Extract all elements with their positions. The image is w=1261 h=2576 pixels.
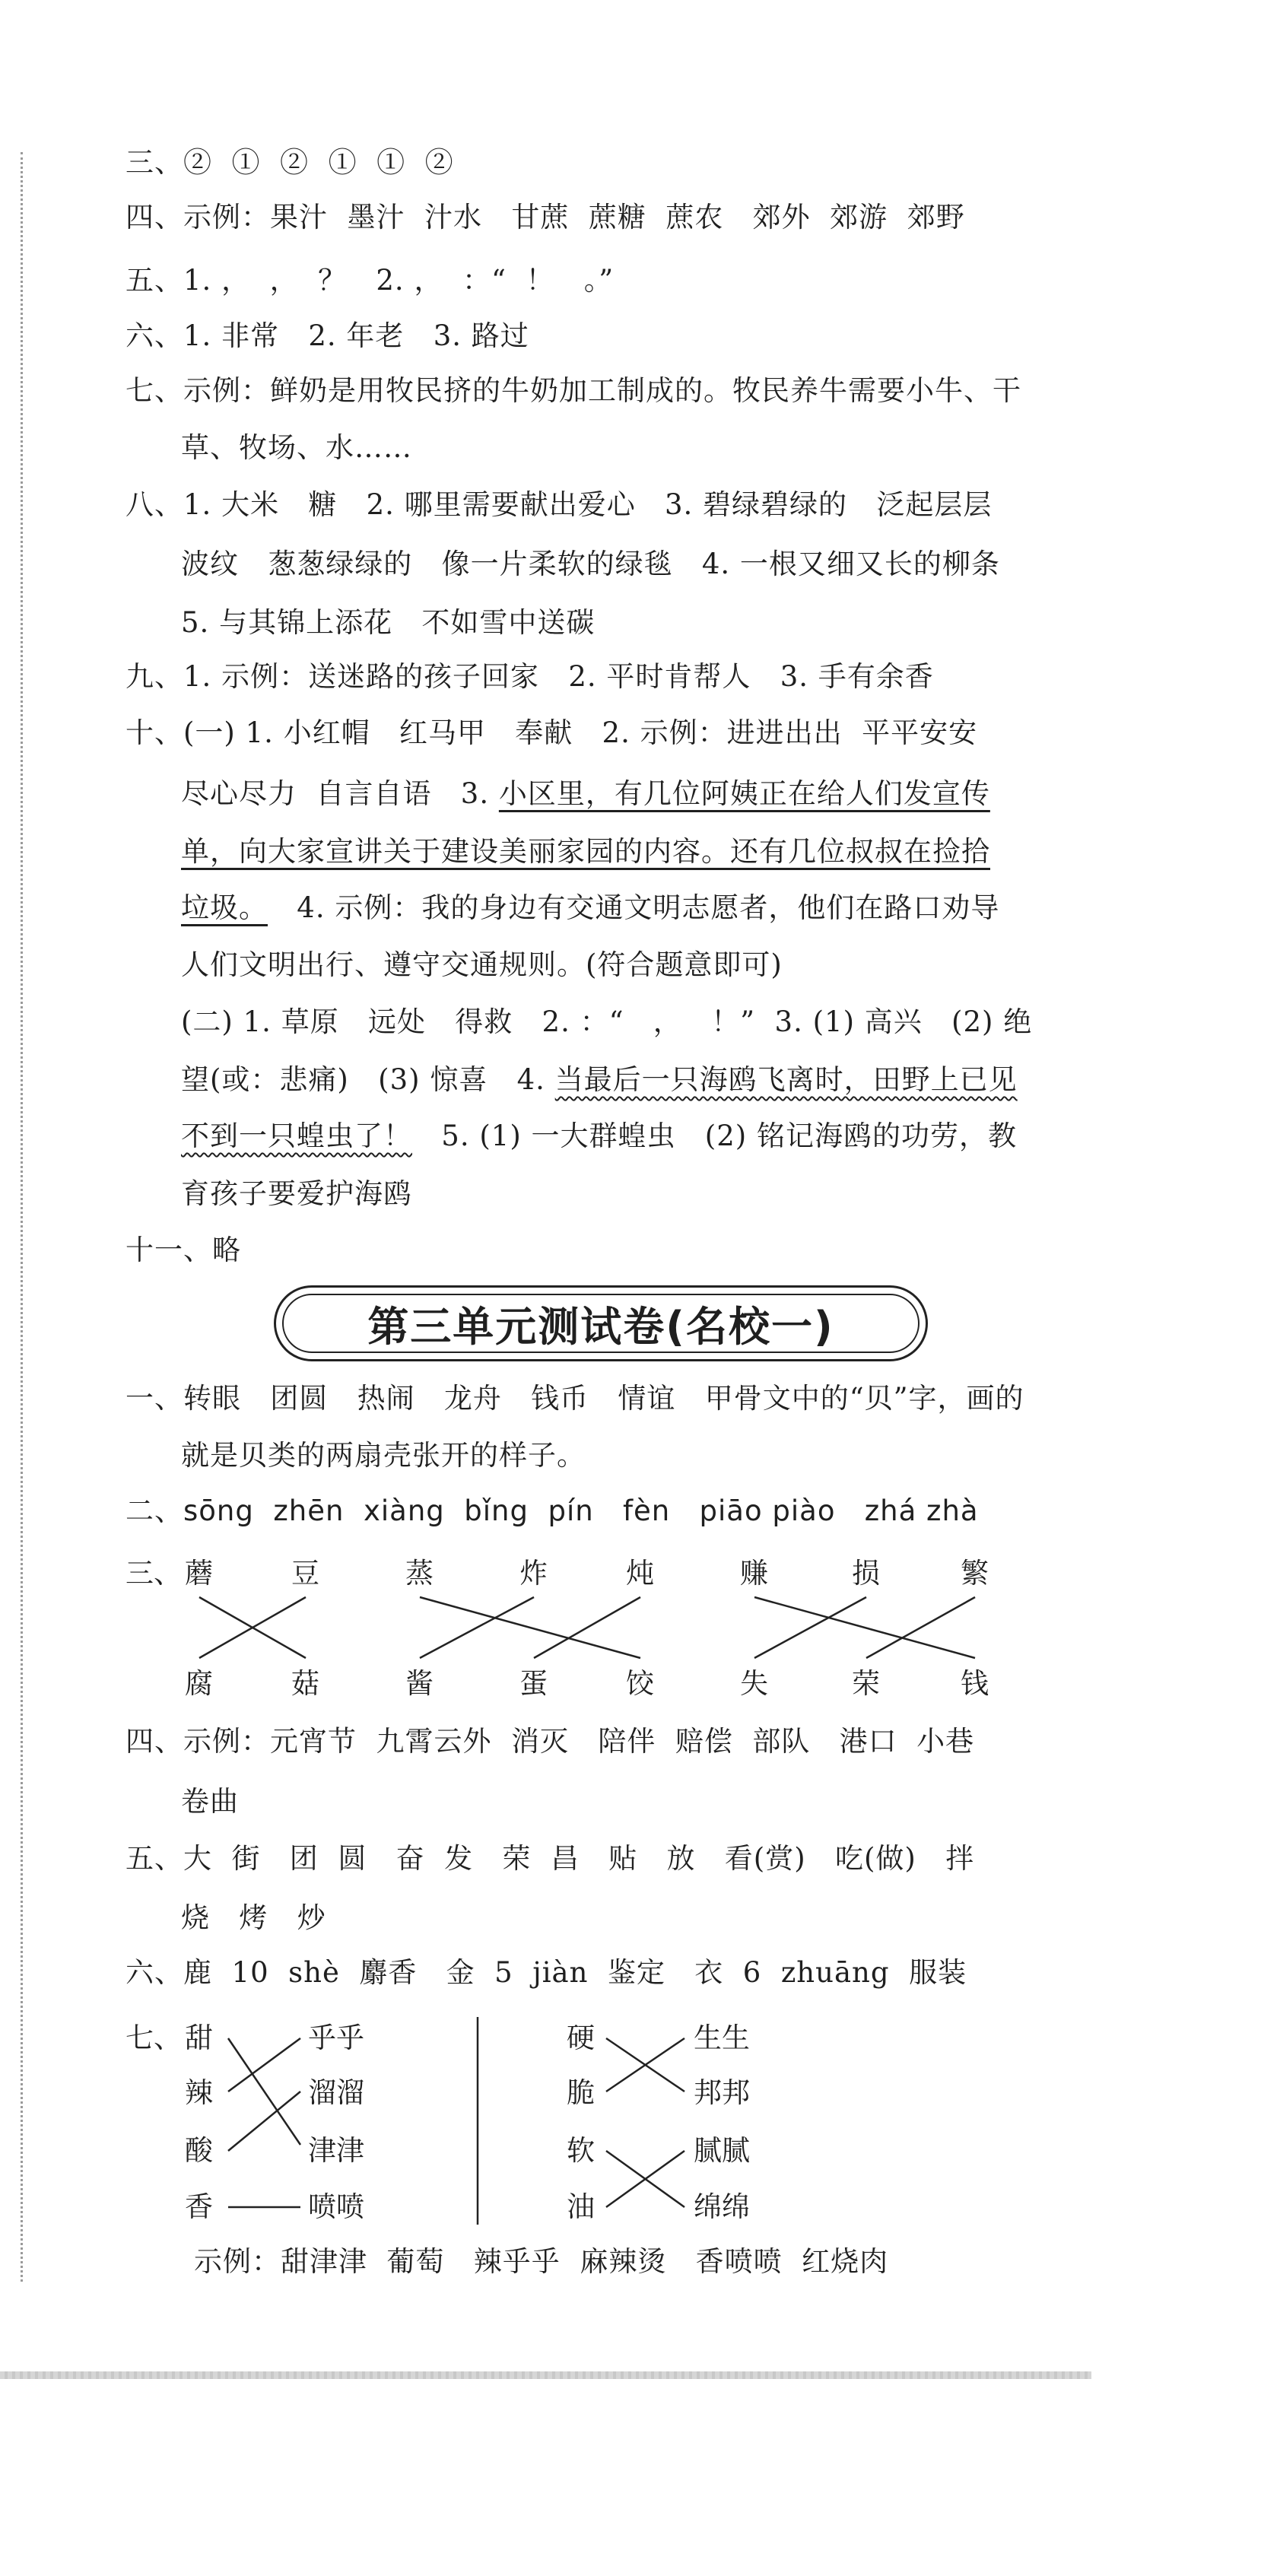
answer-3: 三、② ① ② ① ① ② [125,146,454,179]
match-bottom-4: 蛋 [519,1667,548,1700]
match-top-1: 蘑 [185,1557,213,1590]
answer-10-part2-line2-text: 望(或：悲痛) (3) 惊喜 4. [181,1063,545,1096]
wavy-underlined-answer-1: 当最后一只海鸥飞离时，田野上已见 [554,1063,1018,1096]
q7-right-a-3: 软 [567,2134,595,2167]
answer-8-cont-1: 波纹 葱葱绿绿的 像一片柔软的绿毯 4. 一根又细又长的柳条 [181,548,1000,580]
page-bottom-rule [0,2371,1091,2379]
q7-left-a-1: 甜 [185,2022,213,2054]
unit3-q7-label: 七、 [125,2022,182,2054]
unit3-title-box [274,1285,928,1361]
match-bottom-8: 钱 [961,1667,989,1700]
unit3-q5: 五、大 街 团 圆 奋 发 荣 昌 贴 放 看(赏) 吃(做) 拌 [125,1842,975,1875]
match-bottom-5: 饺 [626,1667,654,1700]
answer-7: 七、示例：鲜奶是用牧民挤的牛奶加工制成的。牧民养牛需要小牛、干 [125,374,1021,407]
unit3-q3-label: 三、 [125,1557,182,1590]
q7-left-b-2: 溜溜 [308,2076,364,2109]
q3-line-7 [754,1597,866,1658]
unit3-q4: 四、示例：元宵节 九霄云外 消灭 陪伴 赔偿 部队 港口 小巷 [125,1725,975,1758]
q3-line-6 [754,1597,975,1658]
match-top-6: 赚 [740,1557,768,1590]
match-top-7: 损 [852,1557,880,1590]
q7-right-b-2: 邦邦 [694,2076,750,2109]
unit3-q7-example: 示例：甜津津 葡萄 辣乎乎 麻辣烫 香喷喷 红烧肉 [194,2245,889,2278]
answer-5: 五、1. ， ， ？ 2. ， ：“ ！ 。” [125,264,615,297]
q3-line-8 [866,1597,975,1658]
answer-10-part2: (二) 1. 草原 远处 得救 2. ：“ ， ！” 3. (1) 高兴 (2) 绝 [181,1005,1033,1038]
q7-left-a-3: 酸 [185,2134,213,2167]
q7-left-a-4: 香 [185,2190,213,2223]
q7-left-b-3: 津津 [308,2134,364,2167]
q7-line-1 [228,2038,300,2145]
q7-right-a-1: 硬 [567,2022,595,2054]
unit3-title: 第三单元测试卷(名校一) [367,1302,834,1351]
q7-right-a-4: 油 [567,2190,595,2223]
unit3-q5-cont: 烧 烤 炒 [181,1901,326,1934]
match-top-4: 炸 [519,1557,548,1590]
match-top-5: 炖 [626,1557,654,1590]
unit3-q2-pinyin: 二、sōng zhēn xiàng bǐng pín fèn piāo piào zhá zhà [125,1494,979,1527]
q7-right-a-2: 脆 [567,2076,595,2109]
answer-11: 十一、略 [125,1234,241,1266]
unit3-q6: 六、鹿 10 shè 麝香 金 5 jiàn 鉴定 衣 6 zhuāng 服装 [125,1956,967,1989]
q3-line-5 [534,1597,640,1658]
answer-10-line2-text: 尽心尽力 自言自语 3. [181,777,490,810]
q7-left-b-1: 乎乎 [308,2022,364,2054]
answer-10-line4-rest: 4. 示例：我的身边有交通文明志愿者，他们在路口劝导 [268,891,1000,924]
q3-line-4 [420,1597,534,1658]
match-top-2: 豆 [291,1557,319,1590]
underlined-answer-1: 小区里，有几位阿姨正在给人们发宣传 [498,777,990,810]
underlined-answer-3: 垃圾。 [181,891,268,924]
answer-10-part2-line3-rest: 5. (1) 一大群蝗虫 (2) 铭记海鸥的功劳，教 [412,1120,1017,1152]
q7-line-2 [228,2038,300,2092]
answer-10-part2-line4: 育孩子要爱护海鸥 [181,1177,412,1210]
match-bottom-1: 腐 [185,1667,213,1700]
match-top-3: 蒸 [405,1557,434,1590]
q7-line-3 [228,2092,300,2151]
answer-9: 九、1. 示例：送迷路的孩子回家 2. 平时肯帮人 3. 手有余香 [125,660,934,693]
unit3-q1: 一、转眼 团圆 热闹 龙舟 钱币 情谊 甲骨文中的“贝”字，画的 [125,1382,1024,1415]
q3-line-3 [420,1597,640,1658]
match-bottom-6: 失 [740,1667,768,1700]
match-top-8: 繁 [961,1557,989,1590]
unit3-q1-cont: 就是贝类的两扇壳张开的样子。 [181,1439,586,1472]
answer-8-cont-2: 5. 与其锦上添花 不如雪中送碳 [181,606,596,639]
answer-10-line5: 人们文明出行、遵守交通规则。(符合题意即可) [181,948,783,981]
unit3-q4-cont: 卷曲 [181,1785,239,1818]
q7-left-b-4: 喷喷 [308,2190,364,2223]
wavy-underlined-answer-2: 不到一只蝗虫了！ [181,1120,412,1152]
match-bottom-7: 荣 [852,1667,880,1700]
q7-left-a-2: 辣 [185,2076,213,2109]
answer-10-part1: 十、(一) 1. 小红帽 红马甲 奉献 2. 示例：进进出出 平平安安 [125,716,978,749]
answer-4: 四、示例：果汁 墨汁 汁水 甘蔗 蔗糖 蔗农 郊外 郊游 郊野 [125,201,965,233]
answer-6: 六、1. 非常 2. 年老 3. 路过 [125,319,529,352]
q7-right-b-3: 腻腻 [694,2134,750,2167]
match-bottom-3: 酱 [405,1667,434,1700]
q7-right-b-1: 生生 [694,2022,750,2054]
q7-right-b-4: 绵绵 [694,2190,750,2223]
match-bottom-2: 菇 [291,1667,319,1700]
underlined-answer-2: 单，向大家宣讲关于建设美丽家园的内容。还有几位叔叔在捡拾 [181,835,990,868]
answer-7-cont: 草、牧场、水…… [181,431,412,464]
answer-8: 八、1. 大米 糖 2. 哪里需要献出爱心 3. 碧绿碧绿的 泛起层层 [125,488,993,521]
